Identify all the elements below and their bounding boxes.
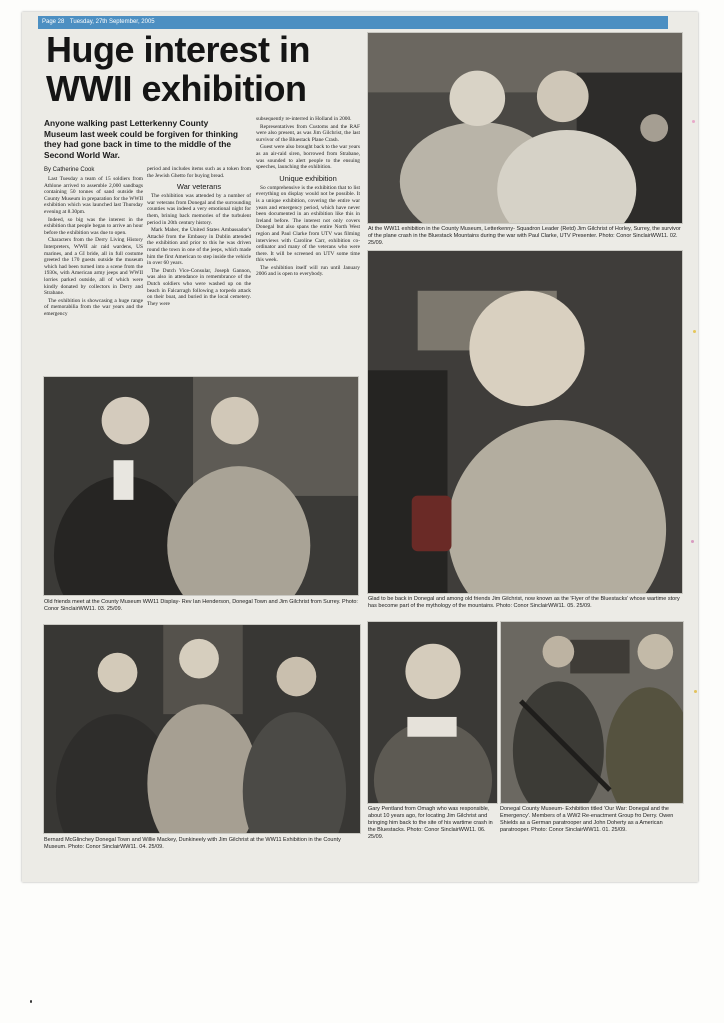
article-headline: Huge interest in WWII exhibition [46,29,311,109]
photo-caption: At the WW11 exhibition in the County Museum, Letterkenny- Squadron Leader (Retd) Jim Gilchrist of Horley, Surrey, the survivor of the plane crash in the Bluestack Mountains during the war with Paul Clarke, UTV Presenter. Photo: Conor SinclairWW11. 02. 25/09. [368,226,681,246]
photo-reenactment-paratroopers [500,621,684,804]
photo-caption: Gary Pentland from Omagh who was responsible, about 10 years ago, for locating Jim Gilchrist and bringing him back to the site of his wartime crash in the Bluestacks. Photo: Conor SinclairWW11. 06. 25/09. [368,806,493,840]
paragraph: Last Tuesday a team of 15 soldiers from Athlone arrived to assemble 2,000 sandbags containing 50 tonnes of sand outside the County Museum in preparation for the WWII exhibition which was launched last Thursday evening at 8.30pm. [44,176,143,215]
paragraph: period and includes items such as a token from the Jewish Ghetto for buying bread. [147,166,251,179]
article-column-1 [44,176,143,318]
page-number: Page 28 [42,19,65,25]
photo-caption: Glad to be back in Donegal and among old friends Jim Gilchrist, now known as the 'Flyer of the Bluestacks' whose wartime story has become part of the mythology of the mountains. Photo: Conor SinclairWW11. 05. 25/09. [368,596,680,609]
article-byline: By Catherine Cook [44,167,95,173]
photo-gilchrist-portrait [367,250,683,594]
scan-speck [691,540,694,543]
article-column-3 [256,116,360,279]
paragraph: The Dutch Vice-Consular, Joseph Gannon, was also in attendance in remembrance of the Dutch soldiers who were washed up on the beach in Falcarragh following a torpedo attack on their boat, and buried in the local cemetery. They were [147,267,251,307]
photo-henderson-and-gilchrist [43,376,359,596]
paragraph: subsequently re-interred in Holland in 2000. [256,116,352,122]
photo-caption: Bernard McGlinchey Donegal Town and Willie Mackey, Dunkineely with Jim Gilchrist at the WW11 Exhibition in the County Museum. Photo: Conor SinclairWW11. 04. 25/09. [44,837,341,850]
article-standfirst: Anyone walking past Letterkenny County Museum last week could be forgiven for thinking they had gone back in time to the middle of the Second World War. [44,118,239,160]
scan-speck [693,330,696,333]
paragraph: The exhibition is showcasing a huge range of memorabilia from the war years and the emergency [44,297,143,317]
paragraph: Characters from the Derry Living History Interpreters, WWII air raid wardens, US marines, and a GI bride, all in full costume greeted the 170 guests outside the museum which had been turned into a scene from the 1930s, with American army jeeps and WWII lorries parked outside, all of which were kindly donated by collectors in Derry and Strabane. [44,237,143,297]
photo-caption: Old friends meet at the County Museum WW11 Display- Rev Ian Henderson, Donegal Town and Jim Gilchrist from Surrey. Photo: Conor SinclairWW11. 03. 25/09. [44,599,358,612]
section-heading-war-veterans: War veterans [176,182,222,192]
photo-gary-pentland [367,621,498,804]
paragraph: So comprehensive is the exhibition that to list everything on display would not be possible. It is a unique exhibition, covering the entire war years and emergency period, which have never been documented in an exhibition like this in Ireland before. The interest not only covers Donegal but also spans the entire North West region and Paul Clarke from UTV was filming interviews with Caroline Carr, exhibition co-ordinator and many of the veterans who were there. It will be screened on UTV some time this week. [256,184,360,264]
photo-gilchrist-and-clarke [367,32,683,224]
paragraph: Indeed, so big was the interest in the exhibition that people began to arrive an hour before the exhibition was due to open. [44,216,143,236]
section-heading-unique-exhibition: Unique exhibition [279,173,337,183]
issue-date: Tuesday, 27th September, 2005 [69,19,155,25]
scan-speck [692,120,695,123]
scan-speck [30,1000,32,1003]
photo-mcglinchey-mackey-gilchrist [43,624,361,834]
page-folio-bar [38,16,668,29]
paragraph: The exhibition itself will run until January 2006 and is open to everybody. [256,264,360,278]
paragraph: Guest were also brought back to the war years as an air-raid siren, borrowed from Strabane, was sounded to alert people to the ensuing speeches, launching the exhibition. [256,144,360,171]
paragraph: The exhibition was attended by a number of war veterans from Donegal and the surrounding counties was indeed a very emotional night for them, brining back memories of the turbulent period in 20th century history. [147,193,251,226]
paragraph: Mark Maher, the United States Ambassador's Attaché from the Embassy in Dublin attended the exhibition and prior to this he was driven round the town in one of the jeeps, which made him the first American to step inside the vehicle in over 60 years. [147,227,251,267]
paragraph: Representatives from Customs and the RAF were also present, as was Jim Gilchrist, the last survivor of the Bluestack Plane Crash. [256,123,360,143]
scan-speck [694,690,697,693]
photo-caption: Donegal County Museum- Exhibition titled 'Our War: Donegal and the Emergency'. Members of a WW2 Re-enactment Group fro Derry. Owen Shields as a German paratrooper and John Doherty as a American paratrooper. Photo: Conor SinclairWW11. 01. 25/09. [500,806,674,833]
article-column-2 [147,166,251,308]
